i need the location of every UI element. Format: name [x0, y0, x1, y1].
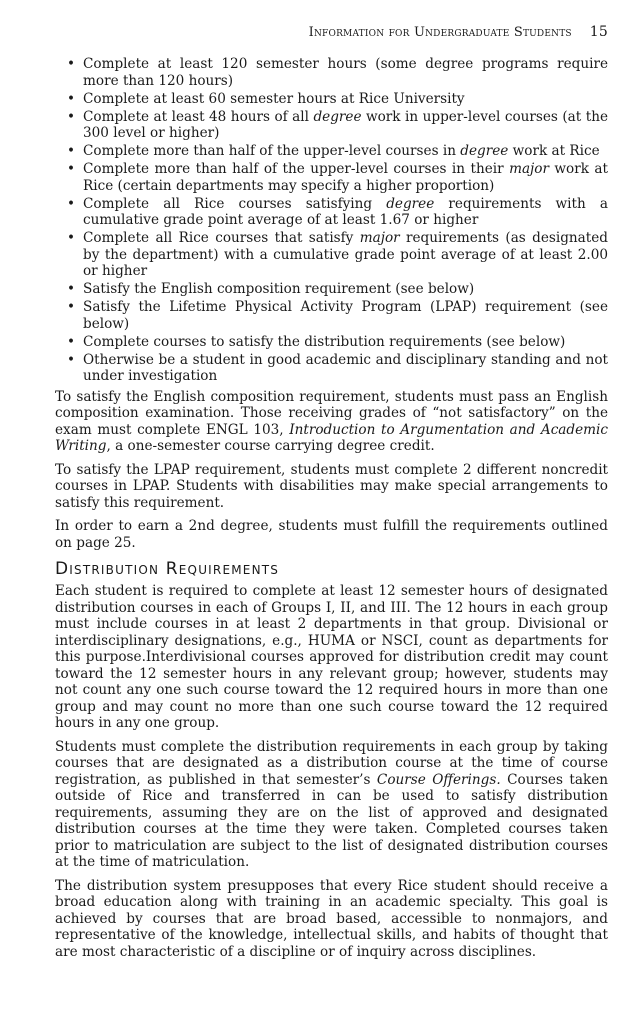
english-composition-paragraph: To satisfy the English composition requirement, students must pass an English composition examination. Those receiving grades of “not satisfactory” on the exam must complete ENGL 103, Introduction to Argumentation and Academic Writing, a one-semester course carrying degree credit.: [55, 388, 609, 454]
section-heading-distribution: Distribution Requirements: [55, 559, 280, 579]
list-item: • Complete more than half of the upper-level courses in degree work at Rice: [67, 143, 600, 159]
page-number: 15: [589, 24, 608, 40]
list-item: • Complete courses to satisfy the distribution requirements (see below): [67, 333, 566, 350]
list-item: • Complete all Rice courses that satisfy major requirements (as designated by the department) with a cumulative grade point average of at least 2.00 or higher: [67, 230, 608, 279]
list-item: • Complete at least 48 hours of all degree work in upper-level courses (at the 300 level or higher): [67, 108, 608, 141]
lpap-paragraph: To satisfy the LPAP requirement, students must complete 2 different noncredit courses in LPAP. Students with disabilities may make special arrangements to satisfy this requirement.: [55, 461, 608, 511]
second-degree-paragraph: In order to earn a 2nd degree, students must fulfill the requirements outlined on page 25.: [55, 518, 608, 551]
list-item: • Otherwise be a student in good academic and disciplinary standing and not under investigation: [67, 351, 608, 384]
distribution-paragraph-1: Each student is required to complete at least 12 semester hours of designated distribution courses in each of Groups I, II, and III. The 12 hours in each group must include courses in at least 2 departments in that group. Divisional or interdisciplinary designations, e.g., HUMA or NSCI, count as departments for this purpose.Interdivisional courses approved for distribution credit may count toward the 12 semester hours in any relevant group; however, students may not count any one such course toward the 12 required hours in more than one group and may count no more than one such course toward the 12 required hours in any one group.: [55, 583, 608, 731]
degree-requirements-list: [55, 56, 608, 385]
distribution-paragraph-3: The distribution system presupposes that every Rice student should receive a broad education along with training in an academic specialty. This goal is achieved by courses that are broad based, accessible to nonmajors, and representative of the knowledge, intellectual skills, and habits of thought that are most characteristic of a discipline or of inquiry across disciplines.: [55, 877, 608, 960]
list-item: • Complete at least 60 semester hours at Rice University: [67, 90, 465, 107]
list-item: • Satisfy the English composition requirement (see below): [67, 281, 475, 297]
distribution-paragraph-2: Students must complete the distribution requirements in each group by taking courses that are designated as a distribution course at the time of course registration, as published in that semester’s Course Offerings. Courses taken outside of Rice and transferred in can be used to satisfy distribution requirements, assuming they are on the list of approved and designated distribution courses at the time they were taken. Completed courses taken prior to matriculation are subject to the list of designated distribution courses at the time of matriculation.: [55, 738, 608, 870]
list-item: • Satisfy the Lifetime Physical Activity Program (LPAP) requirement (see below): [67, 299, 608, 332]
running-header: [55, 24, 608, 50]
list-item: • Complete at least 120 semester hours (some degree programs require more than 120 hours): [67, 56, 608, 89]
list-item: • Complete all Rice courses satisfying degree requirements with a cumulative grade point average of at least 1.67 or higher: [67, 195, 608, 228]
list-item: • Complete more than half of the upper-level courses in their major work at Rice (certain departments may specify a higher proportion): [67, 161, 609, 194]
running-header-title: Information for Undergraduate Students: [308, 25, 572, 40]
